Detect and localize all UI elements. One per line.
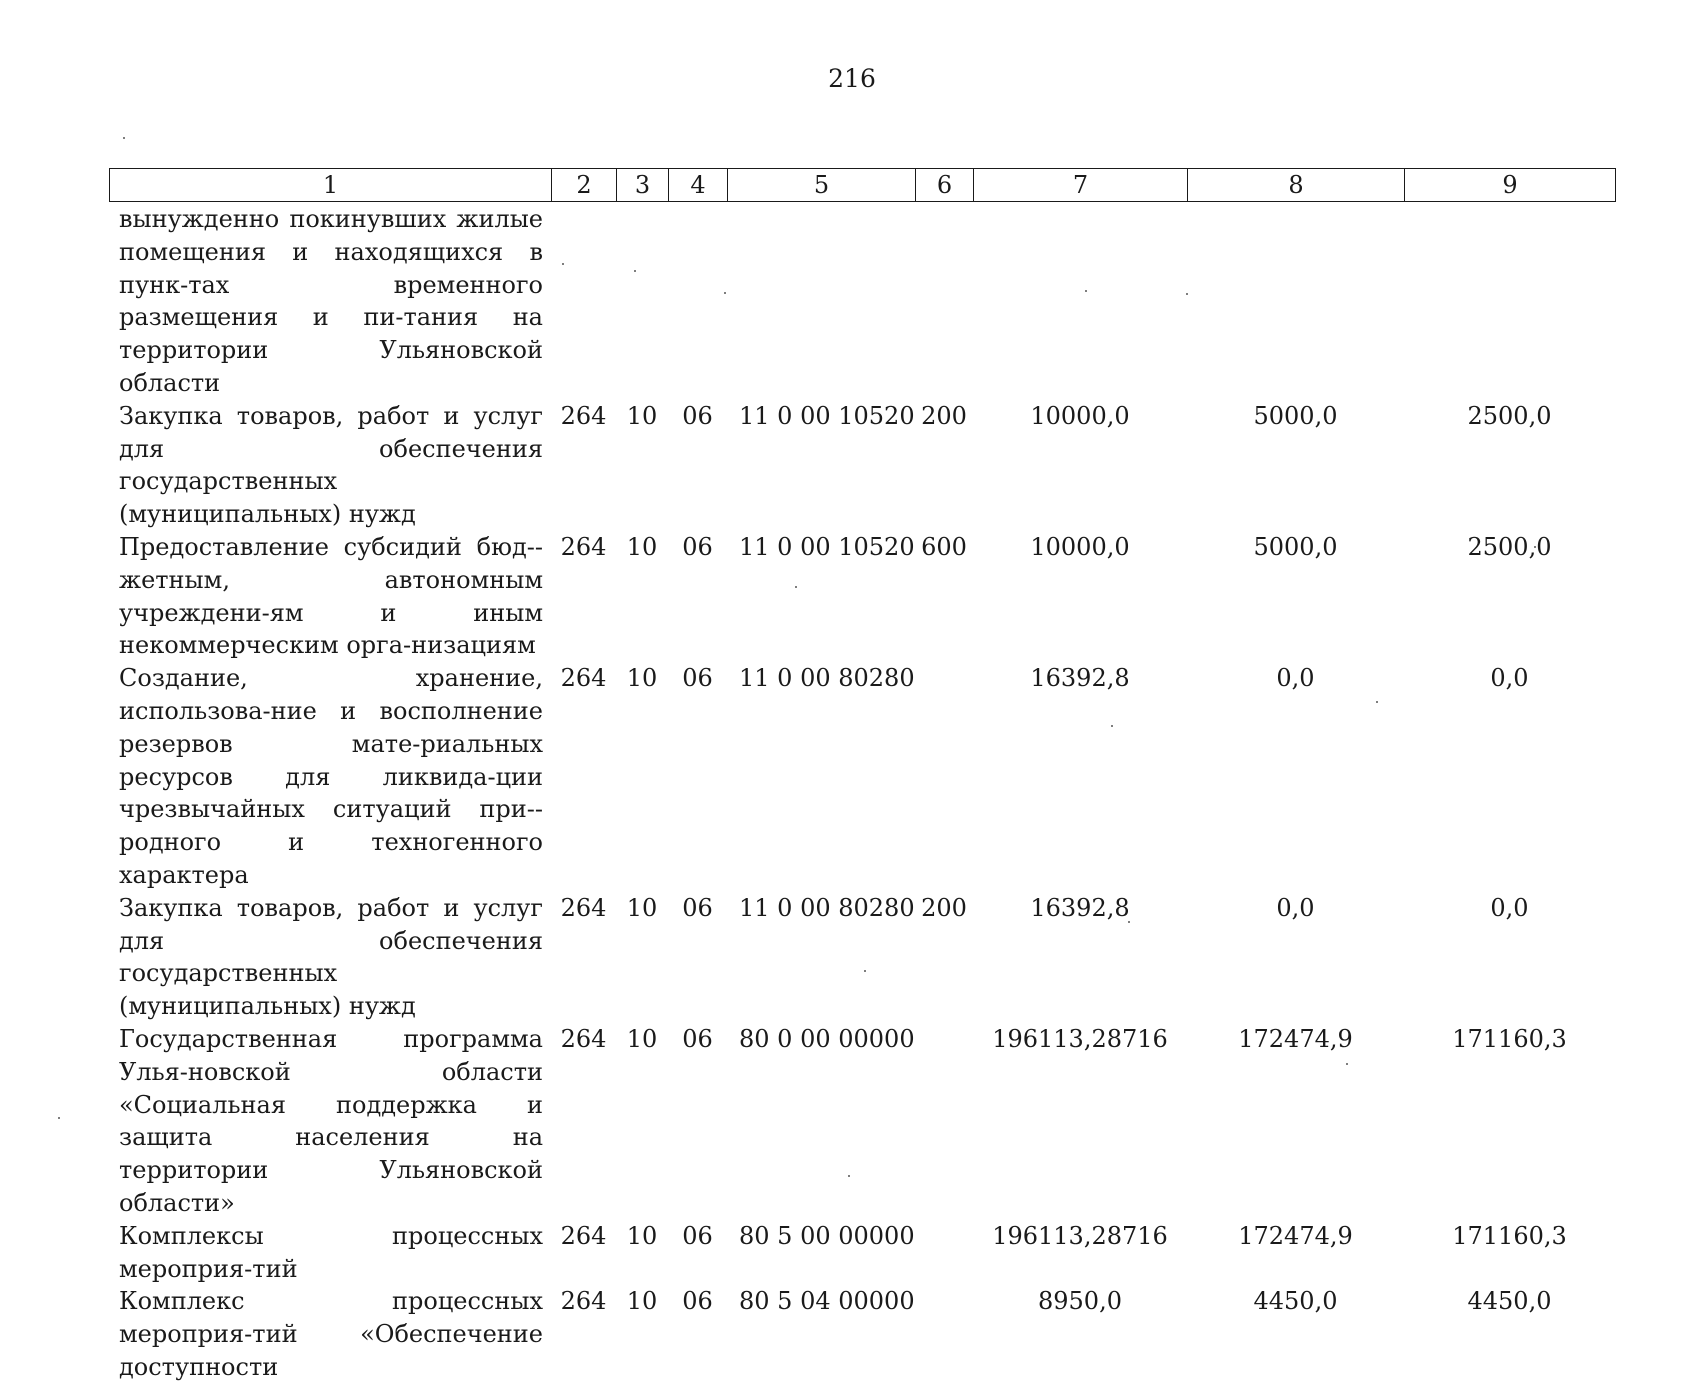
col-6-value: 200 [921,401,967,430]
table-row [109,400,1615,531]
col-4-value [668,203,727,400]
col-2-value: 264 [560,1221,607,1250]
col-2-value: 264 [560,1024,607,1053]
col-4-value: 06 [682,664,713,693]
col-8-value: 0,0 [1276,664,1315,693]
scan-speck [58,1117,60,1119]
col-3-value: 10 [626,1287,658,1316]
col-5-value: 11 0 00 10520 [739,532,915,561]
column-header: 6 [916,169,974,202]
col-4-value: 06 [682,1024,713,1053]
col-6-value [915,1285,973,1383]
col-7-value: 196113,28716 [992,1221,1168,1250]
col-4-value: 06 [682,401,713,430]
col-7-value: 10000,0 [1030,401,1130,430]
col-4-value: 06 [682,1221,713,1250]
col-9-value: 0,0 [1490,664,1529,693]
col-9-value [1404,203,1615,400]
col-6-value [915,662,973,892]
col-3-value: 10 [626,401,658,430]
col-9-value: 171160,3 [1452,1024,1567,1053]
row-name: Государственная программа Улья-новской области «Социальная поддержка и защита населения на территории Ульяновской области» [119,1024,543,1217]
column-header-row [110,169,1616,202]
row-name: Комплекс процессных мероприя-тий «Обеспечение доступности [119,1287,543,1381]
col-5-value [727,203,915,400]
col-8-value: 5000,0 [1253,401,1338,430]
col-8-value: 0,0 [1276,893,1315,922]
col-5-value: 11 0 00 10520 [739,401,915,430]
col-9-value: 4450,0 [1467,1287,1552,1316]
col-8-value: 172474,9 [1238,1221,1353,1250]
col-3-value: 10 [626,664,658,693]
column-header-table [109,168,1616,202]
col-9-value: 2500,0 [1467,532,1552,561]
row-name: Закупка товаров, работ и услуг для обеспечения государственных (муниципальных) нужд [119,893,543,1021]
column-header: 2 [552,169,617,202]
col-7-value: 196113,28716 [992,1024,1168,1053]
col-4-value: 06 [682,1287,713,1316]
col-3-value: 10 [626,1221,658,1250]
col-3-value: 10 [626,893,658,922]
column-header: 7 [974,169,1188,202]
page-number: 216 [828,64,876,93]
row-name: вынужденно покинувших жилые помещения и находящихся в пунк-тах временного размещения и пи-тания на территории Ульяновской области [119,205,543,397]
col-3-value: 10 [626,532,658,561]
col-9-value: 2500,0 [1467,401,1552,430]
col-2-value: 264 [560,893,607,922]
col-2-value: 264 [560,532,607,561]
row-name: Предоставление субсидий бюд-жетным, автономным учреждени-ям и иным некоммерческим орга-низациям [119,532,543,660]
table-row [109,892,1615,1023]
col-3-value: 10 [626,1024,658,1053]
table-row [109,662,1615,892]
col-4-value: 06 [682,532,713,561]
col-5-value: 80 5 00 00000 [739,1221,915,1250]
col-2-value [551,203,616,400]
col-5-value: 80 0 00 00000 [739,1024,915,1053]
table-row [109,1023,1615,1220]
col-2-value: 264 [560,401,607,430]
col-6-value: 600 [921,532,967,561]
col-5-value: 80 5 04 00000 [739,1287,915,1316]
col-8-value: 5000,0 [1253,532,1338,561]
row-name: Создание, хранение, использова-ние и восполнение резервов мате-риальных ресурсов для ликвида-ции чрезвычайных ситуаций при-родного и техногенного характера [119,664,543,889]
col-7-value: 16392,8 [1030,893,1130,922]
col-5-value: 11 0 00 80280 [739,664,915,693]
table-row [109,203,1615,400]
col-2-value: 264 [560,1287,607,1316]
col-9-value: 0,0 [1490,893,1529,922]
table-row [109,1285,1615,1383]
col-8-value: 172474,9 [1238,1024,1353,1053]
table-row [109,1220,1615,1286]
col-8-value: 4450,0 [1253,1287,1338,1316]
col-3-value [616,203,668,400]
column-header: 8 [1188,169,1405,202]
col-6-value [915,1023,973,1220]
col-7-value: 8950,0 [1038,1287,1122,1316]
scan-speck [123,137,125,139]
column-header: 4 [669,169,728,202]
budget-table [109,203,1615,1384]
row-name: Закупка товаров, работ и услуг для обеспечения государственных (муниципальных) нужд [119,401,543,529]
col-7-value: 16392,8 [1030,664,1130,693]
col-6-value [915,1220,973,1286]
col-8-value [1187,203,1404,400]
column-header: 5 [728,169,916,202]
column-header: 3 [617,169,669,202]
column-header: 9 [1405,169,1616,202]
col-2-value: 264 [560,664,607,693]
col-6-value: 200 [921,893,967,922]
column-header: 1 [110,169,552,202]
col-9-value: 171160,3 [1452,1221,1567,1250]
col-4-value: 06 [682,893,713,922]
col-7-value: 10000,0 [1030,532,1130,561]
table-row [109,531,1615,662]
row-name: Комплексы процессных мероприя-тий [119,1221,543,1283]
col-7-value [973,203,1187,400]
col-6-value [915,203,973,400]
col-5-value: 11 0 00 80280 [739,893,915,922]
